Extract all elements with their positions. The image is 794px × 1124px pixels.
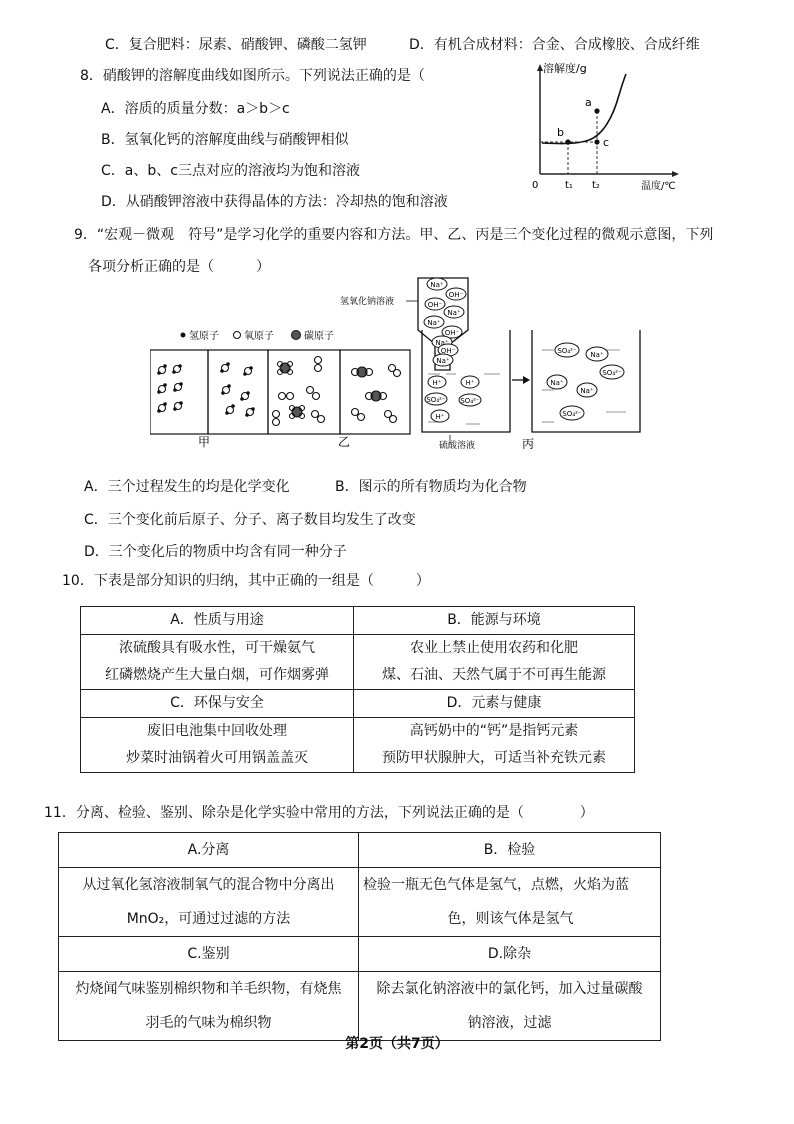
point-a [594, 108, 599, 113]
jia-box-after [208, 350, 268, 434]
point-b [565, 139, 570, 144]
q11-b-head: B．检验 [359, 833, 661, 868]
q11-a-line2: MnO₂，可通过过滤的方法 [126, 911, 291, 927]
q8-stem: 8．硝酸钾的溶解度曲线如图所示。下列说法正确的是（ [80, 68, 425, 84]
q11-d-line1: 除去氯化钠溶液中的氯化钙，加入过量碳酸 [376, 981, 643, 997]
ion-top-6-label: OH⁻ [444, 329, 460, 337]
q7-option-d: D．有机合成材料：合金、合成橡胶、合成纤维 [409, 37, 700, 53]
q11-table [58, 832, 661, 1041]
legend-o-label: 氧原子 [244, 331, 274, 342]
acid-label: 硫酸溶液 [439, 441, 476, 450]
ion-result-2-label: Na⁺ [590, 351, 604, 359]
ion-acid-1-label: H⁺ [432, 379, 442, 387]
q11-c-line2: 羽毛的气味为棉织物 [145, 1015, 272, 1031]
q10-c-body [81, 718, 354, 773]
q11-c-line1: 灼烧闻气味鉴别棉织物和羊毛织物，有烧焦 [75, 981, 342, 997]
q10-c-head: C．环保与安全 [81, 690, 354, 718]
q11-a-head: A.分离 [59, 833, 359, 868]
q11-c-body [59, 972, 359, 1041]
q8-option-d: D．从硝酸钾溶液中获得晶体的方法：冷却热的饱和溶液 [101, 194, 448, 210]
q11-d-line2: 钠溶液，过滤 [467, 1015, 552, 1031]
ion-top-1-label: Na⁺ [430, 281, 444, 289]
ion-result-3-label: SO₄²⁻ [602, 369, 622, 377]
q11-c-head: C.鉴别 [59, 937, 359, 972]
ion-acid-2-label: H⁺ [465, 379, 475, 387]
solubility-curve [542, 74, 626, 144]
x-tick-t2: t₂ [592, 180, 600, 191]
label-bing: 丙 [522, 437, 535, 450]
ion-result-4-label: Na⁺ [550, 379, 564, 387]
page-footer: 第2页（共7页） [345, 1036, 449, 1052]
q9-micro-diagram [150, 272, 654, 450]
q9-option-c: C．三个变化前后原子、分子、离子数目均发生了改变 [84, 512, 416, 528]
x-tick-t1: t₁ [565, 180, 573, 191]
q9-stem-line1: 9．“宏观－微观 符号”是学习化学的重要内容和方法。甲、乙、丙是三个变化过程的微观示意图，下列 [74, 227, 714, 243]
q10-a-body [81, 635, 354, 690]
ion-acid-4-label: SO₄²⁻ [460, 397, 480, 405]
q10-b-line1: 农业上禁止使用农药和化肥 [410, 640, 578, 656]
q10-b-body [354, 635, 635, 690]
q11-b-line1: 检验一瓶无色气体是氢气，点燃，火焰为蓝 [363, 877, 629, 893]
ion-top-4-label: Na⁺ [447, 309, 461, 317]
naoh-label: 氢氧化钠溶液 [340, 297, 395, 307]
q11-b-body [359, 868, 661, 937]
q10-a-line1: 浓硫酸具有吸水性，可干燥氨气 [119, 640, 315, 656]
ion-top-8-label: OH⁻ [440, 347, 456, 355]
ion-top-5-label: Na⁺ [427, 319, 441, 327]
point-c-label: c [603, 136, 610, 149]
q10-c-line2: 炒菜时油锅着火可用锅盖盖灭 [126, 750, 308, 766]
q9-option-b: B．图示的所有物质均为化合物 [335, 479, 527, 495]
legend-h-label: 氢原子 [189, 331, 219, 342]
q10-d-body [354, 718, 635, 773]
q11-b-line2: 色，则该气体是氢气 [447, 911, 574, 927]
point-c [594, 139, 599, 144]
ion-top-2-label: OH⁻ [448, 291, 464, 299]
q10-stem: 10．下表是部分知识的归纳，其中正确的一组是（ ） [62, 573, 430, 589]
q10-d-head: D．元素与健康 [354, 690, 635, 718]
ion-top-3-label: OH⁻ [427, 301, 443, 309]
ion-acid-3-label: SO₄²⁻ [426, 396, 446, 404]
q10-c-line1: 废旧电池集中回收处理 [147, 723, 287, 739]
q9-option-a: A．三个过程发生的均是化学变化 [84, 479, 290, 495]
label-yi: 乙 [338, 435, 351, 449]
q10-a-head: A．性质与用途 [81, 607, 354, 635]
ion-result-1-label: SO₄²⁻ [557, 347, 577, 355]
solubility-chart [523, 62, 681, 194]
ion-result-5-label: Na⁺ [580, 387, 594, 395]
x-axis-label: 温度/℃ [641, 181, 676, 192]
ion-result-6-label: SO₄²⁻ [562, 410, 582, 418]
q10-d-line2: 预防甲状腺肿大，可适当补充铁元素 [382, 750, 606, 766]
q8-option-c: C．a、b、c三点对应的溶液均为饱和溶液 [101, 163, 360, 179]
q11-d-head: D.除杂 [359, 937, 661, 972]
point-b-label: b [557, 126, 564, 139]
q10-a-line2: 红磷燃烧产生大量白烟，可作烟雾弹 [105, 667, 329, 683]
q7-option-c: C．复合肥料：尿素、硝酸钾、磷酸二氢钾 [105, 37, 367, 53]
q10-table [80, 606, 635, 773]
y-axis-label: 溶解度/g [543, 62, 587, 75]
q10-d-line1: 高钙奶中的“钙”是指钙元素 [409, 723, 579, 739]
legend-c-label: 碳原子 [304, 331, 334, 342]
q11-a-line1: 从过氧化氢溶液制氧气的混合物中分离出 [82, 877, 335, 893]
q11-stem: 11．分离、检验、鉴别、除杂是化学实验中常用的方法，下列说法正确的是（ ） [44, 805, 594, 821]
q11-a-body [59, 868, 359, 937]
point-a-label: a [585, 96, 592, 109]
q8-option-b: B．氢氧化钙的溶解度曲线与硝酸钾相似 [101, 132, 349, 148]
q10-b-line2: 煤、石油、天然气属于不可再生能源 [382, 667, 606, 683]
ion-top-7-label: Na⁺ [435, 339, 449, 347]
ion-top-9-label: Na⁺ [436, 357, 450, 365]
x-tick-0: 0 [532, 180, 539, 191]
q11-d-body [359, 972, 661, 1041]
ion-acid-5-label: H⁺ [435, 413, 445, 421]
q9-option-d: D．三个变化后的物质中均含有同一种分子 [84, 544, 347, 560]
q9-stem-line2: 各项分析正确的是（ ） [88, 259, 270, 275]
q10-b-head: B．能源与环境 [354, 607, 635, 635]
label-jia: 甲 [198, 435, 211, 449]
yi-box-before [268, 350, 340, 434]
q8-option-a: A．溶质的质量分数：a＞b＞c [101, 101, 290, 117]
